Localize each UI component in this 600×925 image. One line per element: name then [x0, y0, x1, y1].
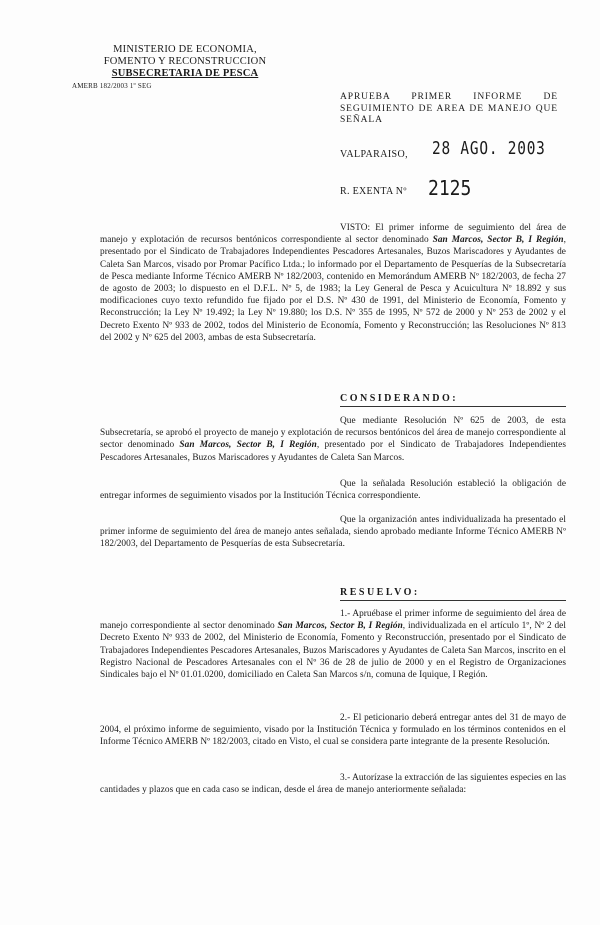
- resuelvo-3: 3.- Autorízase la extracción de las siguientes especies en las cantidades y plazos que en cada caso se indican, desde el área de manejo anteriormente señalada:: [100, 773, 566, 796]
- considerando-heading: CONSIDERANDO:: [340, 393, 459, 404]
- considerando-3: Que la organización antes individualizada ha presentado el primer informe de seguimiento del área de manejo antes señalada, siendo aprobado mediante Informe Técnico AMERB Nº 182/2003, del Departamento de Pesquerías de esta Subsecretaría.: [100, 515, 566, 550]
- considerando-1-text-b: , presentado por el Sindicato de Trabajadores Independientes Pescadores Artesanales, Buzos Mariscadores y Ayudantes de Caleta San Marcos.: [100, 440, 566, 463]
- resuelvo-1: [100, 608, 566, 681]
- subsecretaria-line: SUBSECRETARIA DE PESCA: [111, 68, 259, 79]
- considerando-rule: [340, 406, 566, 407]
- reference-code: AMERB 182/2003 1º SEG: [72, 82, 152, 90]
- place-label: VALPARAISO,: [340, 149, 409, 160]
- resolution-label: R. EXENTA Nº: [340, 186, 407, 197]
- letterhead: [100, 44, 270, 80]
- ministry-line-1: MINISTERIO DE ECONOMIA,: [113, 44, 257, 55]
- visto-text-1: VISTO: El primer informe de seguimiento del área de manejo y explotación de recursos bentónicos correspondiente al sector denominado: [100, 223, 566, 246]
- resuelvo-rule: [340, 600, 566, 601]
- visto-place-name: San Marcos, Sector B, I Región: [432, 235, 564, 246]
- resuelvo-1-text-b: , individualizada en el artículo 1º, Nº 2 del Decreto Exento Nº 933 de 2002, del Ministerio de Economía, Fomento y Reconstrucción, presentado por el Sindicato de Trabajadores Independientes Pescadores Artesanales, Buzos Mariscadores y Ayudantes de Caleta San Marcos, inscrito en el Registro Nacional de Pescadores Artesanales con el Nº 36 de 28 de julio de 2000 y en el Registro de Organizaciones Sindicales bajo el Nº 01.01.0200, domiciliado en Caleta San Marcos s/n, comuna de Iquique, I Región.: [100, 621, 566, 681]
- considerando-1-place: San Marcos, Sector B, I Región: [179, 440, 317, 451]
- considerando-1-text-a: Que mediante Resolución Nº 625 de 2003, de esta Subsecretaría, se aprobó el proyecto de manejo y explotación de recursos bentónicos del área de manejo correspondiente al sector denominado: [100, 416, 566, 451]
- considerando-1: [100, 415, 566, 464]
- visto-text-2: , presentado por el Sindicato de Trabajadores Independientes Pescadores Artesanales, Buzos Mariscadores y Ayudantes de Caleta San Marcos, visado por Promar Pacífico Ltda.; lo informado por el Departamento de Pesquerías de la Subsecretaría de Pesca mediante Informe Técnico AMERB Nº 182/2003, contenido en Memorándum AMERB Nº 182/2003, de fecha 27 de agosto de 2003; lo dispuesto en el D.F.L. Nº 5, de 1983; la Ley General de Pesca y Acuicultura Nº 18.892 y sus modificaciones cuyo texto refundido fue fijado por el D.S. Nº 430 de 1991, del Ministerio de Economía, Fomento y Reconstrucción; la Ley Nº 19.492; la Ley Nº 19.880; los D.S. Nº 355 de 1995, Nº 572 de 2000 y Nº 253 de 2002 y el Decreto Exento Nº 933 de 2002, todos del Ministerio de Economía, Fomento y Reconstrucción; las Resoluciones Nº 813 del 2002 y Nº 625 del 2003, ambas de esta Subsecretaría.: [100, 235, 567, 343]
- resolution-number: 2125: [428, 176, 472, 200]
- resuelvo-1-text-a: 1.- Apruébase el primer informe de seguimiento del área de manejo correspondiente al sector denominado: [100, 609, 566, 632]
- subject-block: APRUEBA PRIMER INFORME DE SEGUIMIENTO DE AREA DE MANEJO QUE SEÑALA: [340, 92, 558, 125]
- considerando-2: Que la señalada Resolución estableció la obligación de entregar informes de seguimiento visados por la Institución Técnica correspondiente.: [100, 479, 566, 502]
- ministry-line-2: FOMENTO Y RECONSTRUCCION: [103, 56, 267, 67]
- resuelvo-heading: RESUELVO:: [340, 587, 420, 598]
- resuelvo-1-place: San Marcos, Sector B, I Región: [277, 621, 403, 632]
- stamped-date: 28 AGO. 2003: [432, 138, 546, 159]
- resuelvo-2: 2.- El peticionario deberá entregar antes del 31 de mayo de 2004, el próximo informe de seguimiento, visado por la Institución Técnica y formulado en los términos contenidos en el Informe Técnico AMERB Nº 182/2003, citado en Visto, el cual se considera parte integrante de la presente Resolución.: [100, 713, 566, 748]
- visto-paragraph: [100, 222, 566, 344]
